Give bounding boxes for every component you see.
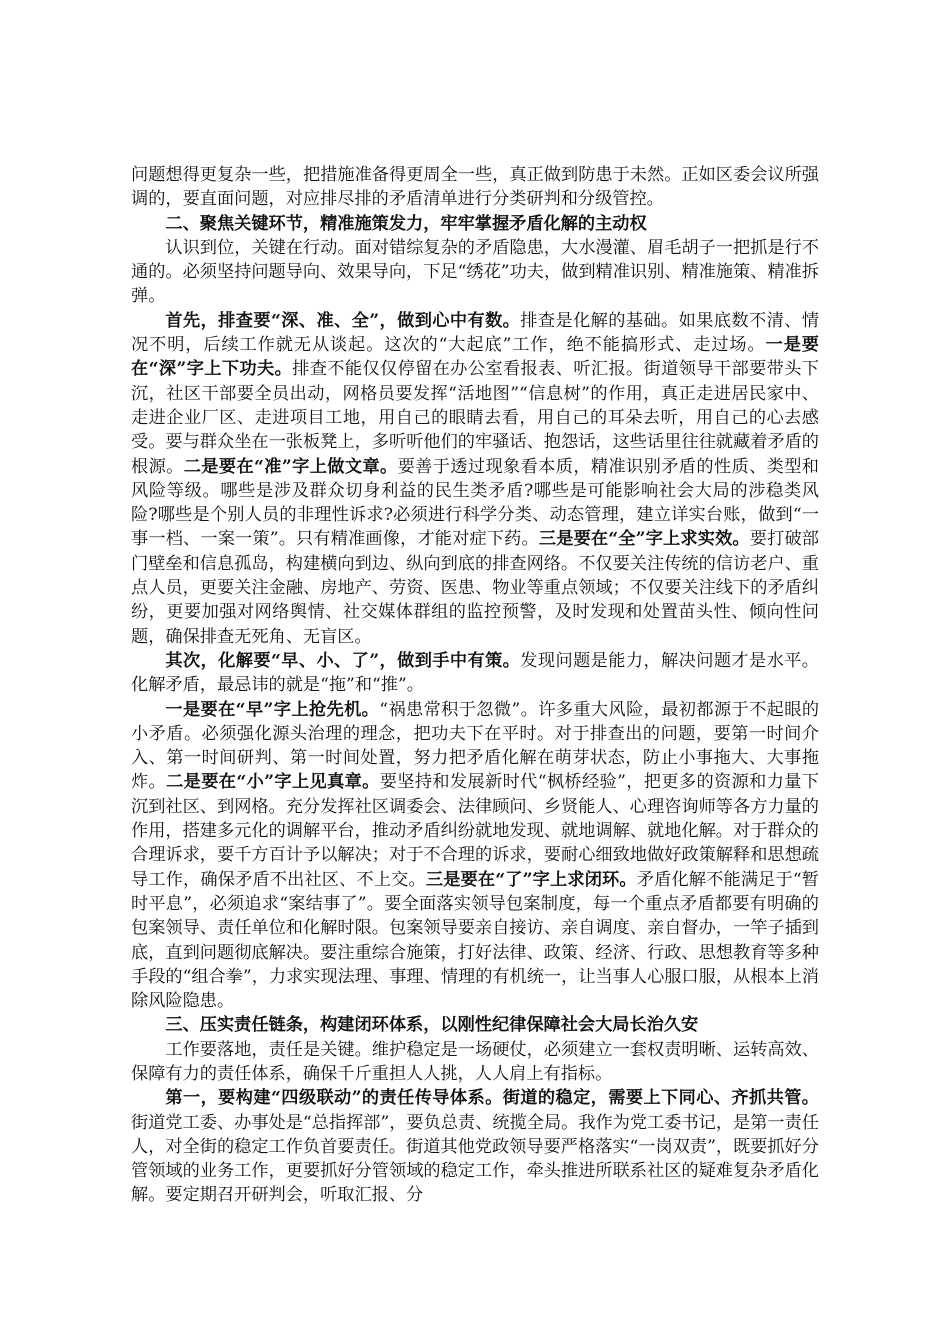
- body-paragraph: [131, 1038, 819, 1087]
- body-paragraph: [131, 236, 819, 309]
- text-run: 认识到位，关键在行动。面对错综复杂的矛盾隐患，大水漫灌、眉毛胡子一把抓是行不通的。必须坚持问题导向、效果导向，下足“绣花”功夫，做到精准识别、精准施策、精准拆弹。: [131, 237, 819, 307]
- bold-text-run: 二是要在“准”字上做文章。: [183, 456, 398, 477]
- body-paragraph: [131, 649, 819, 698]
- body-paragraph: [131, 309, 819, 649]
- body-paragraph: [131, 1086, 819, 1207]
- text-run: 要打破部门壁垒和信息孤岛，构建横向到边、纵向到底的排查网络。不仅要关注传统的信访老户、重点人员，更要关注金融、房地产、劳资、医患、物业等重点领域；不仅要关注线下的矛盾纠纷，更要加强对网络舆情、社交媒体群组的监控预警，及时发现和处置苗头性、倾向性问题，确保排查无死角、无盲区。: [131, 529, 819, 647]
- bold-text-run: 首先，排查要“深、准、全”，做到心中有数。: [165, 310, 521, 331]
- bold-text-run: 一是要在“早”字上抢先机。: [165, 699, 380, 720]
- body-paragraph: [131, 163, 819, 212]
- text-run: 工作要落地，责任是关键。维护稳定是一场硬仗，必须建立一套权责明晰、运转高效、保障有力的责任体系，确保千斤重担人人挑，人人肩上有指标。: [131, 1039, 819, 1084]
- bold-text-run: 三是要在“了”字上求闭环。: [425, 869, 637, 890]
- text-run: 矛盾化解不能满足于“暂时平息”，必须追求“案结事了”。要全面落实领导包案制度，每一个重点矛盾都要有明确的包案领导、责任单位和化解时限。包案领导要亲自接访、亲自调度、亲自督办，一竿子插到底，直到问题彻底解决。要注重综合施策，打好法律、政策、经济、行政、思想教育等多种手段的“组合拳”，力求实现法理、事理、情理的有机统一，让当事人心服口服，从根本上消除风险隐患。: [131, 869, 819, 1012]
- text-run: 问题想得更复杂一些，把措施准备得更周全一些，真正做到防患于未然。正如区委会议所强调的，要直面问题，对应排尽排的矛盾清单进行分类研判和分级管控。: [131, 165, 819, 210]
- bold-text-run: 三、压实责任链条，构建闭环体系，以刚性纪律保障社会大局长治久安: [165, 1015, 699, 1036]
- section-heading: [131, 1013, 819, 1037]
- bold-text-run: 一是要在“深”字上下功夫。: [131, 335, 819, 380]
- body-paragraph: [131, 698, 819, 1014]
- text-run: 街道党工委、办事处是“总指挥部”，要负总责、统揽全局。我作为党工委书记，是第一责任人，对全街的稳定工作负首要责任。街道其他党政领导要严格落实“一岗双责”，既要抓好分管领域的业务工作，更要抓好分管领域的稳定工作，牵头推进所联系社区的疑难复杂矛盾化解。要定期召开研判会，听取汇报、分: [131, 1112, 819, 1206]
- text-run: 排查是化解的基础。如果底数不清、情况不明，后续工作就无从谈起。这次的“大起底”工作，绝不能搞形式、走过场。: [131, 310, 819, 356]
- bold-text-run: 第一，要构建“四级联动”的责任传导体系。街道的稳定，需要上下同心、齐抓共管。: [165, 1088, 819, 1109]
- bold-text-run: 二是要在“小”字上见真章。: [166, 772, 380, 793]
- text-run: 要善于透过现象看本质，精准识别矛盾的性质、类型和风险等级。哪些是涉及群众切身利益的民生类矛盾?哪些是可能影响社会大局的涉稳类风险?哪些是个别人员的非理性诉求?必须进行科学分类、动态管理，建立详实台账，做到“一事一档、一案一策”。只有精准画像，才能对症下药。: [131, 456, 819, 550]
- text-run: 发现问题是能力，解决问题才是水平。化解矛盾，最忌讳的就是“拖”和“推”。: [131, 650, 819, 696]
- text-run: 要坚持和发展新时代“枫桥经验”，把更多的资源和力量下沉到社区、到网格。充分发挥社区调委会、法律顾问、乡贤能人、心理咨询师等各方力量的作用，搭建多元化的调解平台，推动矛盾纠纷就地发现、就地调解、就地化解。对于群众的合理诉求，要千方百计予以解决；对于不合理的诉求，要耐心细致地做好政策解释和思想疏导工作，确保矛盾不出社区、不上交。: [131, 772, 819, 890]
- text-run: 排查不能仅仅停留在办公室看报表、听汇报。街道领导干部要带头下沉，社区干部要全员出动，网格员要发挥“活地图”“信息树”的作用，真正走进居民家中、走进企业厂区、走进项目工地，用自己的眼睛去看，用自己的耳朵去听，用自己的心去感受。要与群众坐在一张板凳上，多听听他们的牢骚话、抱怨话，这些话里往往就藏着矛盾的根源。: [131, 359, 819, 477]
- section-heading: [131, 212, 819, 236]
- bold-text-run: 三是要在“全”字上求实效。: [538, 529, 750, 550]
- bold-text-run: 二、聚焦关键环节，精准施策发力，牢牢掌握矛盾化解的主动权: [165, 213, 647, 234]
- bold-text-run: 其次，化解要“早、小、了”，做到手中有策。: [165, 650, 521, 671]
- text-run: “祸患常积于忽微”。许多重大风险，最初都源于不起眼的小矛盾。必须强化源头治理的理念，把功夫下在平时。对于排查出的问题，要第一时间介入、第一时间研判、第一时间处置，努力把矛盾化解在萌芽状态，防止小事拖大、大事拖炸。: [131, 699, 820, 793]
- document-page: [131, 163, 819, 1208]
